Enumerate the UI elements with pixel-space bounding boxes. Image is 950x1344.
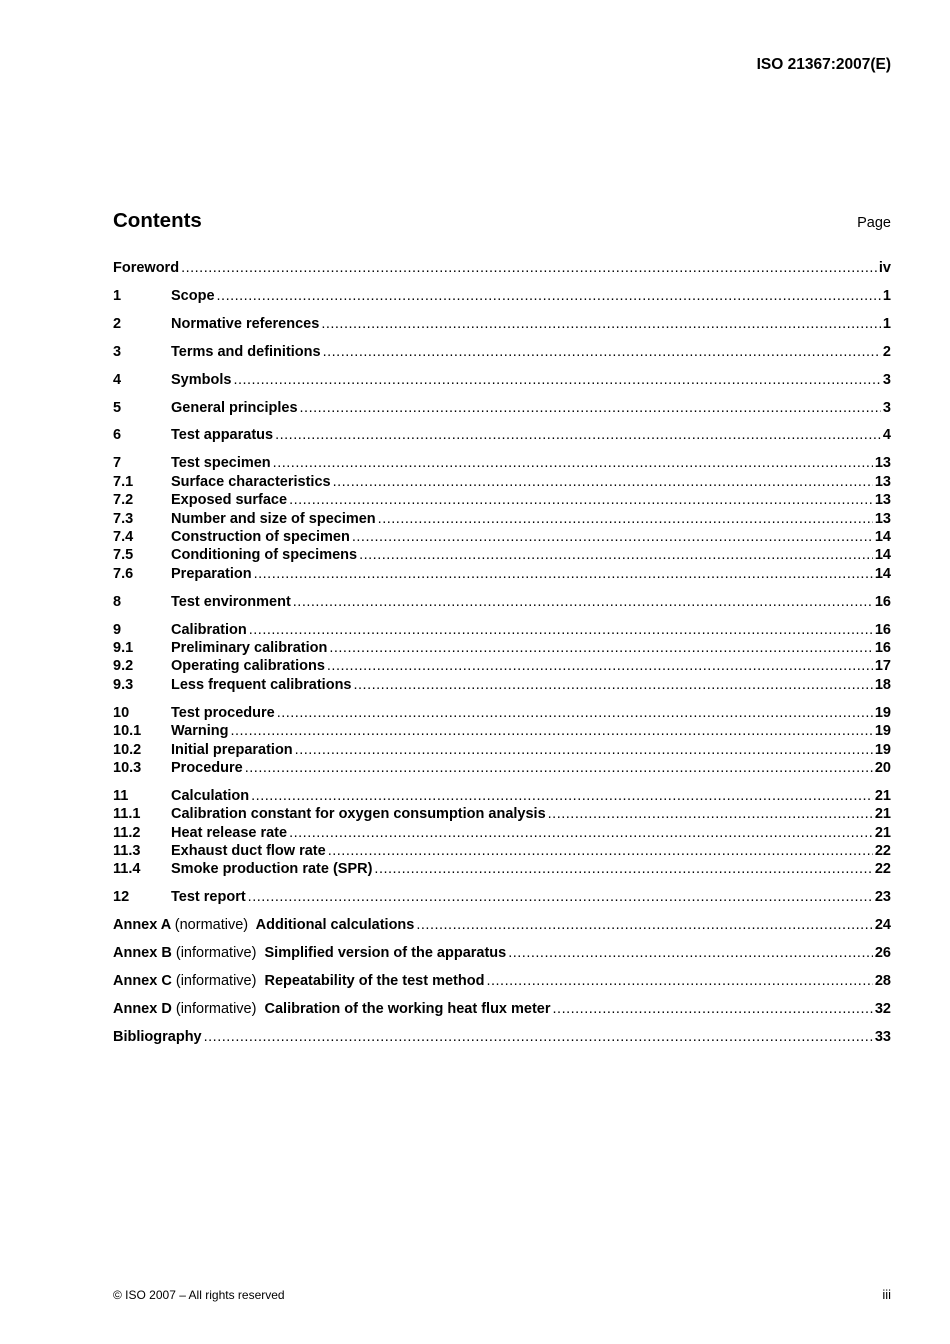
toc-dot-leader — [333, 473, 873, 491]
toc-entry-page: 32 — [874, 1001, 891, 1017]
toc-dot-leader — [329, 639, 873, 657]
annex-status: (informative) — [175, 945, 257, 962]
toc-entry-page: iv — [878, 260, 891, 276]
toc-entry-number: 5 — [113, 399, 122, 416]
toc-dot-leader — [378, 510, 873, 528]
annex-heading — [113, 972, 484, 990]
toc-annex-entry[interactable] — [113, 972, 891, 990]
toc-entry[interactable] — [113, 473, 891, 491]
toc-entry-page: 17 — [874, 658, 891, 675]
annex-status: (normative) — [174, 917, 249, 934]
toc-entry-title: Construction of specimen — [171, 528, 350, 545]
toc-dot-leader — [245, 759, 873, 777]
annex-title: Calibration of the working heat flux meter — [264, 1001, 551, 1017]
toc-annex-entry[interactable] — [113, 916, 891, 934]
toc-entry-number: 4 — [113, 371, 122, 388]
toc-entry[interactable] — [113, 722, 891, 740]
toc-entry[interactable] — [113, 343, 891, 361]
toc-dot-leader — [486, 972, 872, 990]
toc-dot-leader — [233, 371, 880, 389]
toc-dot-leader — [548, 805, 873, 823]
toc-entry-page: 19 — [874, 704, 891, 721]
toc-entry-number: 2 — [113, 315, 122, 332]
toc-entry-title: Warning — [171, 723, 229, 740]
toc-entry[interactable] — [113, 860, 891, 878]
toc-entry-page: 18 — [874, 676, 891, 693]
toc-entry-title: Smoke production rate (SPR) — [171, 861, 373, 878]
toc-entry-number: 1 — [113, 287, 122, 304]
annex-heading — [113, 916, 414, 934]
toc-entry[interactable] — [113, 787, 891, 805]
page-number: iii — [882, 1287, 891, 1302]
toc-entry-title: Test procedure — [171, 704, 275, 721]
toc-entry[interactable] — [113, 426, 891, 444]
toc-entry-title: Heat release rate — [171, 824, 288, 841]
toc-entry-page: 20 — [874, 759, 891, 776]
toc-entry-page: 2 — [882, 343, 891, 360]
toc-entry-number: 11 — [113, 787, 129, 804]
toc-entry-title: Calibration constant for oxygen consumption analysis — [171, 806, 546, 823]
toc-entry[interactable] — [113, 842, 891, 860]
toc-entry[interactable] — [113, 741, 891, 759]
toc-entry-number: 7.5 — [113, 547, 134, 564]
toc-entry[interactable] — [113, 399, 891, 417]
toc-entry-title: Calculation — [171, 787, 250, 804]
annex-label: Annex D — [113, 1001, 172, 1017]
toc-dot-leader — [359, 546, 873, 564]
toc-dot-leader — [204, 1028, 873, 1046]
toc-entry-page: 21 — [874, 787, 891, 804]
toc-dot-leader — [254, 565, 873, 583]
toc-dot-leader — [273, 454, 873, 472]
toc-entry-title: Calibration — [171, 621, 247, 638]
toc-dot-leader — [248, 888, 873, 906]
toc-entry-page: 24 — [874, 917, 891, 934]
toc-entry[interactable] — [113, 491, 891, 509]
toc-entry[interactable] — [113, 565, 891, 583]
annex-title: Simplified version of the apparatus — [264, 945, 507, 962]
toc-entry-page: 13 — [874, 492, 891, 509]
toc-entry-number: 7.3 — [113, 510, 134, 527]
toc-dot-leader — [181, 259, 877, 277]
toc-entry-title: Exhaust duct flow rate — [171, 843, 326, 860]
page-column-label: Page — [857, 215, 891, 231]
toc-dot-leader — [327, 657, 873, 675]
toc-entry-title: Scope — [171, 287, 215, 304]
toc-dot-leader — [251, 787, 873, 805]
toc-entry-page: 13 — [874, 510, 891, 527]
toc-entry-title: Operating calibrations — [171, 658, 325, 675]
toc-entry-title: General principles — [171, 399, 298, 416]
toc-entry-page: 13 — [874, 473, 891, 490]
toc-dot-leader — [321, 315, 881, 333]
toc-entry-number: 10.3 — [113, 759, 142, 776]
toc-entry-page: 26 — [874, 945, 891, 962]
toc-entry[interactable] — [113, 315, 891, 333]
toc-entry-page: 28 — [874, 973, 891, 990]
toc-dot-leader — [295, 741, 873, 759]
toc-dot-leader — [289, 491, 873, 509]
toc-entry[interactable] — [113, 621, 891, 639]
toc-entry-number: 11.3 — [113, 843, 141, 860]
page-title: Contents — [113, 209, 202, 232]
toc-entry[interactable] — [113, 510, 891, 528]
toc-entry[interactable] — [113, 287, 891, 305]
toc-dot-leader — [553, 1000, 873, 1018]
toc-entry-page: 33 — [874, 1028, 891, 1045]
toc-entry-page: 4 — [882, 427, 891, 444]
toc-entry[interactable] — [113, 528, 891, 546]
toc-entry-number: 11.1 — [113, 806, 141, 823]
toc-entry-page: 16 — [874, 621, 891, 638]
toc-entry-title: Normative references — [171, 315, 320, 332]
toc-entry-number: 9 — [113, 621, 122, 638]
toc-entry-title: Less frequent calibrations — [171, 676, 352, 693]
toc-entry[interactable] — [113, 759, 891, 777]
toc-entry-page: 1 — [882, 315, 891, 332]
annex-title: Additional calculations — [255, 917, 415, 934]
toc-dot-leader — [249, 621, 873, 639]
copyright-notice: © ISO 2007 – All rights reserved — [113, 1288, 285, 1302]
toc-entry-number: 10.2 — [113, 741, 142, 758]
toc-entry[interactable] — [113, 704, 891, 722]
toc-entry-number: 7.1 — [113, 473, 134, 490]
toc-entry-number: 6 — [113, 427, 122, 444]
toc-entry-title: Foreword — [113, 260, 180, 276]
annex-status: (informative) — [175, 1001, 257, 1017]
toc-entry-number: 3 — [113, 343, 122, 360]
toc-entry-number: 7 — [113, 455, 122, 472]
toc-entry-title: Surface characteristics — [171, 473, 331, 490]
toc-dot-leader — [275, 426, 881, 444]
toc-entry-number: 9.2 — [113, 658, 134, 675]
toc-entry-title: Test report — [171, 889, 246, 906]
toc-entry-title: Number and size of specimen — [171, 510, 376, 527]
toc-entry[interactable] — [113, 259, 891, 277]
toc-entry[interactable] — [113, 546, 891, 564]
toc-entry-title: Preliminary calibration — [171, 640, 328, 656]
toc-entry-page: 13 — [874, 455, 891, 472]
toc-dot-leader — [416, 916, 873, 934]
toc-entry-page: 14 — [874, 528, 891, 545]
toc-entry-page: 19 — [874, 741, 891, 758]
toc-entry-number: 9.1 — [113, 640, 134, 656]
annex-label: Annex A — [113, 917, 171, 934]
toc-bibliography-entry[interactable] — [113, 1028, 891, 1046]
toc-dot-leader — [354, 676, 873, 694]
toc-entry-title: Test specimen — [171, 455, 271, 472]
annex-heading — [113, 1000, 551, 1018]
toc-entry[interactable] — [113, 676, 891, 694]
toc-entry-page: 3 — [882, 399, 891, 416]
toc-entry-page: 19 — [874, 723, 891, 740]
toc-entry-number: 12 — [113, 889, 130, 906]
toc-entry-number: 7.2 — [113, 492, 134, 509]
toc-entry[interactable] — [113, 888, 891, 906]
toc-entry-page: 3 — [882, 371, 891, 388]
toc-entry-number: 9.3 — [113, 676, 134, 693]
toc-entry-page: 16 — [874, 640, 891, 656]
toc-entry[interactable] — [113, 639, 891, 657]
toc-entry-page: 21 — [874, 806, 891, 823]
toc-entry-page: 1 — [882, 287, 891, 304]
toc-entry-title: Bibliography — [113, 1028, 202, 1045]
toc-entry-page: 14 — [874, 565, 891, 582]
toc-dot-leader — [300, 399, 881, 417]
toc-entry-title: Symbols — [171, 371, 232, 388]
toc-entry[interactable] — [113, 593, 891, 611]
toc-entry-title: Exposed surface — [171, 492, 288, 509]
toc-entry-title: Initial preparation — [171, 741, 293, 758]
annex-title: Repeatability of the test method — [264, 973, 485, 990]
toc-entry[interactable] — [113, 824, 891, 842]
annex-heading — [113, 944, 506, 962]
toc-entry[interactable] — [113, 657, 891, 675]
annex-status: (informative) — [175, 973, 257, 990]
toc-dot-leader — [352, 528, 873, 546]
toc-dot-leader — [328, 842, 873, 860]
toc-dot-leader — [374, 860, 872, 878]
toc-dot-leader — [230, 722, 872, 740]
toc-entry-page: 23 — [874, 889, 891, 906]
document-id: ISO 21367:2007(E) — [756, 56, 891, 73]
toc-entry-number: 11.4 — [113, 861, 141, 878]
toc-entry-page: 21 — [874, 824, 891, 841]
toc-entry-page: 14 — [874, 547, 891, 564]
toc-entry[interactable] — [113, 805, 891, 823]
toc-entry-page: 22 — [874, 861, 891, 878]
toc-entry-number: 7.6 — [113, 565, 134, 582]
toc-entry-number: 11.2 — [113, 824, 141, 841]
toc-entry[interactable] — [113, 454, 891, 472]
toc-entry-title: Terms and definitions — [171, 343, 321, 360]
toc-annex-entry[interactable] — [113, 944, 891, 962]
toc-dot-leader — [293, 593, 873, 611]
toc-dot-leader — [289, 824, 873, 842]
toc-dot-leader — [508, 944, 873, 962]
toc-entry-number: 7.4 — [113, 528, 134, 545]
toc-entry-title: Conditioning of specimens — [171, 547, 358, 564]
toc-entry[interactable] — [113, 371, 891, 389]
toc-entry-page: 22 — [874, 843, 891, 860]
toc-entry-number: 10 — [113, 704, 130, 721]
toc-entry-number: 10.1 — [113, 723, 142, 740]
toc-entry-title: Test environment — [171, 593, 291, 610]
toc-annex-entry[interactable] — [113, 1000, 891, 1018]
toc-entry-number: 8 — [113, 593, 122, 610]
toc-entry-title: Preparation — [171, 565, 252, 582]
toc-entry-page: 16 — [874, 593, 891, 610]
annex-label: Annex B — [113, 945, 172, 962]
table-of-contents — [113, 259, 891, 1046]
toc-entry-title: Procedure — [171, 759, 243, 776]
toc-dot-leader — [323, 343, 881, 361]
toc-dot-leader — [277, 704, 873, 722]
toc-dot-leader — [217, 287, 881, 305]
annex-label: Annex C — [113, 973, 172, 990]
toc-entry-title: Test apparatus — [171, 427, 274, 444]
